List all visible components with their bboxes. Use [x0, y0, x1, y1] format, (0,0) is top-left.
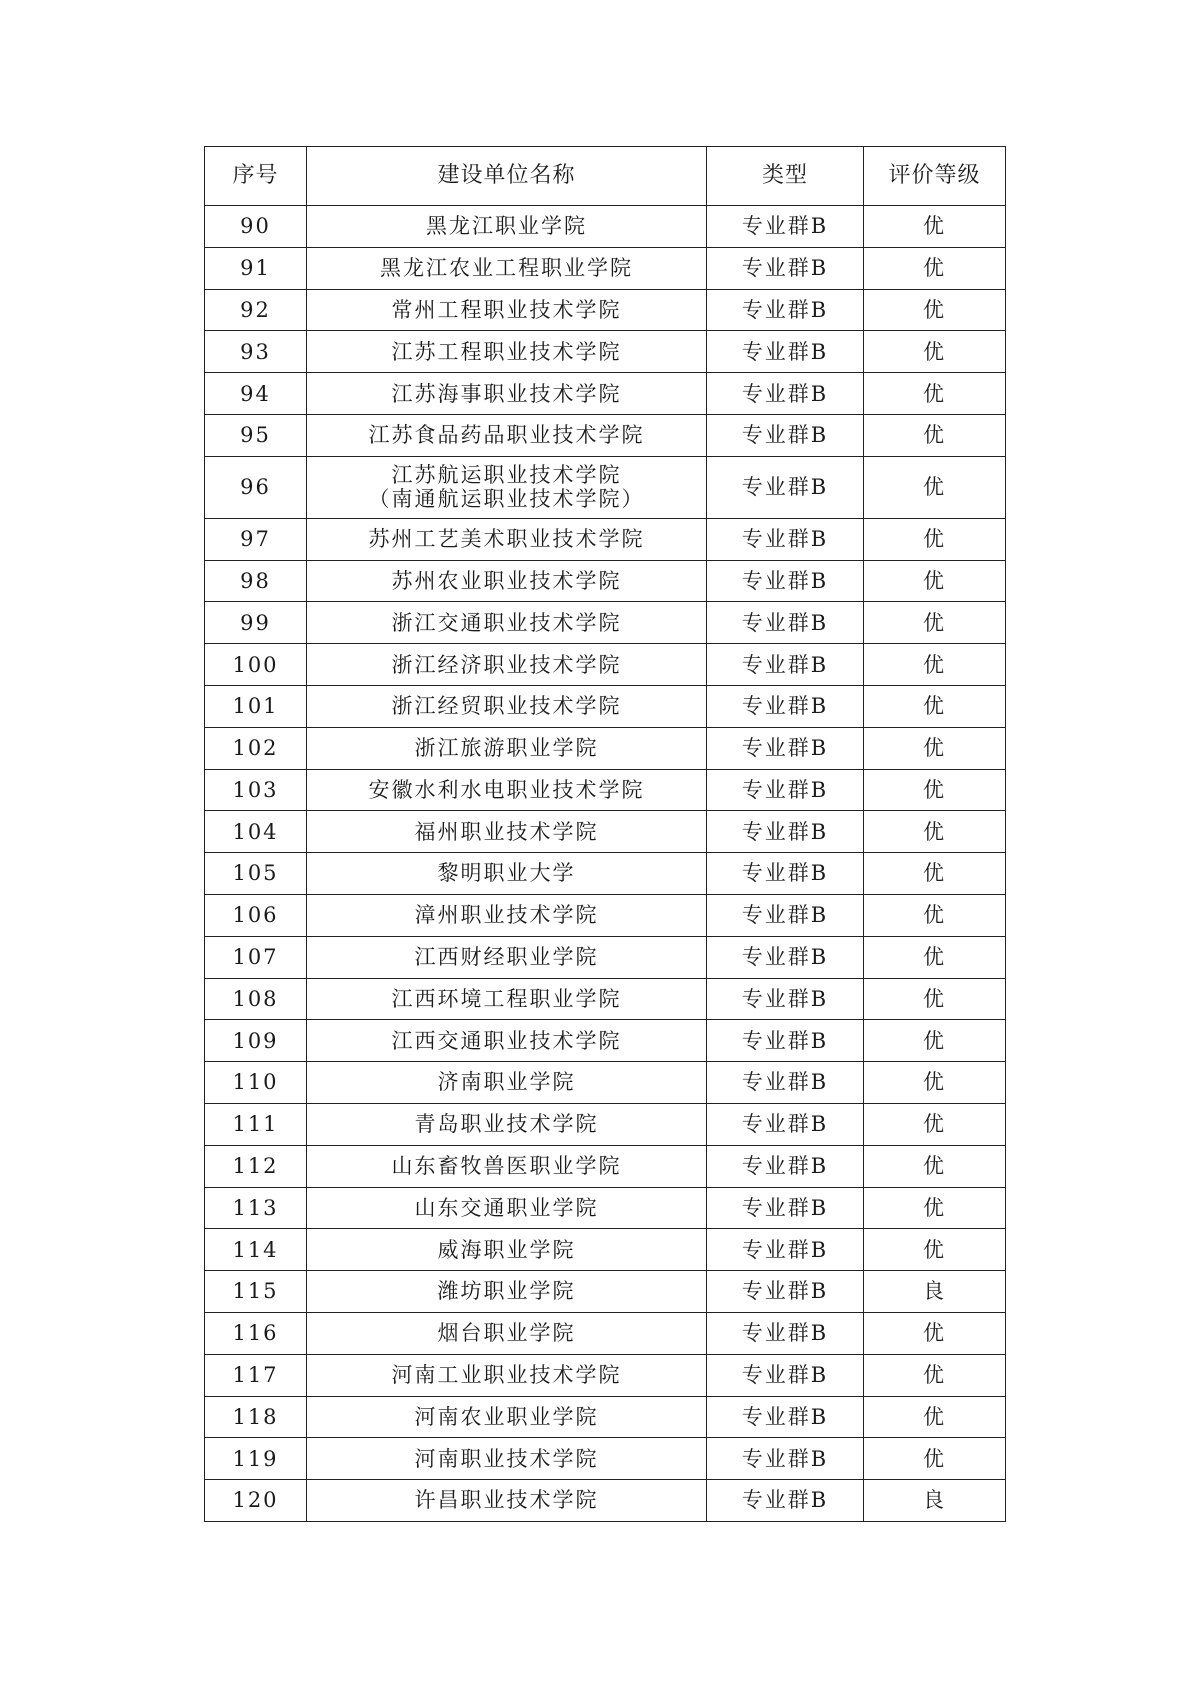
row-grade: 优 [864, 894, 1006, 936]
row-index: 96 [205, 456, 307, 518]
row-index: 108 [205, 978, 307, 1020]
unit-name-line: 济南职业学院 [437, 1070, 576, 1095]
row-index: 91 [205, 247, 307, 289]
unit-name-line: 江西交通职业技术学院 [391, 1028, 622, 1053]
table-row [205, 414, 1006, 456]
row-type: 专业群B [707, 853, 864, 895]
row-grade: 优 [864, 727, 1006, 769]
row-index: 106 [205, 894, 307, 936]
row-index: 92 [205, 289, 307, 331]
table-row [205, 602, 1006, 644]
row-type: 专业群B [707, 414, 864, 456]
row-index: 99 [205, 602, 307, 644]
row-type: 专业群B [707, 644, 864, 686]
row-type: 专业群B [707, 1187, 864, 1229]
row-type: 专业群B [707, 1145, 864, 1187]
unit-name-line: 江苏航运职业技术学院 [391, 463, 622, 488]
unit-name-line: 江西财经职业学院 [414, 945, 599, 970]
row-index: 120 [205, 1480, 307, 1522]
row-type: 专业群B [707, 1354, 864, 1396]
unit-name-line: 山东交通职业学院 [414, 1195, 599, 1220]
row-grade: 优 [864, 1020, 1006, 1062]
unit-name-line: 威海职业学院 [437, 1237, 576, 1262]
header-type: 类型 [707, 147, 864, 206]
row-index: 115 [205, 1271, 307, 1313]
row-grade: 优 [864, 769, 1006, 811]
row-unit-name [307, 978, 707, 1020]
row-unit-name [307, 373, 707, 415]
table-row [205, 769, 1006, 811]
row-type: 专业群B [707, 1062, 864, 1104]
row-grade: 优 [864, 1062, 1006, 1104]
table-row [205, 1103, 1006, 1145]
row-grade: 优 [864, 644, 1006, 686]
row-type: 专业群B [707, 1103, 864, 1145]
row-grade: 良 [864, 1480, 1006, 1522]
row-unit-name [307, 289, 707, 331]
unit-name-line: 青岛职业技术学院 [414, 1112, 599, 1137]
row-unit-name [307, 1438, 707, 1480]
row-grade: 优 [864, 685, 1006, 727]
row-index: 117 [205, 1354, 307, 1396]
row-index: 116 [205, 1312, 307, 1354]
table-row [205, 247, 1006, 289]
row-type: 专业群B [707, 518, 864, 560]
row-type: 专业群B [707, 560, 864, 602]
row-unit-name [307, 560, 707, 602]
unit-name-line: 漳州职业技术学院 [414, 903, 599, 928]
row-grade: 优 [864, 853, 1006, 895]
row-type: 专业群B [707, 727, 864, 769]
row-type: 专业群B [707, 1312, 864, 1354]
row-type: 专业群B [707, 206, 864, 248]
unit-name-line: 山东畜牧兽医职业学院 [391, 1154, 622, 1179]
row-index: 111 [205, 1103, 307, 1145]
row-index: 110 [205, 1062, 307, 1104]
row-type: 专业群B [707, 1271, 864, 1313]
row-grade: 优 [864, 1354, 1006, 1396]
row-index: 104 [205, 811, 307, 853]
table-row [205, 331, 1006, 373]
row-grade: 优 [864, 414, 1006, 456]
row-unit-name [307, 602, 707, 644]
unit-name-line: 江苏食品药品职业技术学院 [368, 423, 645, 448]
table-row [205, 978, 1006, 1020]
table-row [205, 1480, 1006, 1522]
row-grade: 优 [864, 560, 1006, 602]
row-unit-name [307, 518, 707, 560]
row-grade: 优 [864, 518, 1006, 560]
row-index: 90 [205, 206, 307, 248]
row-grade: 优 [864, 602, 1006, 644]
row-type: 专业群B [707, 1020, 864, 1062]
table-row [205, 456, 1006, 518]
table-row [205, 936, 1006, 978]
row-type: 专业群B [707, 769, 864, 811]
row-index: 100 [205, 644, 307, 686]
row-index: 118 [205, 1396, 307, 1438]
unit-name-line: 浙江经济职业技术学院 [391, 652, 622, 677]
row-unit-name [307, 1145, 707, 1187]
table-row [205, 1062, 1006, 1104]
row-index: 107 [205, 936, 307, 978]
row-index: 98 [205, 560, 307, 602]
row-unit-name [307, 1354, 707, 1396]
row-unit-name [307, 1229, 707, 1271]
row-grade: 优 [864, 1229, 1006, 1271]
unit-name-line: 江苏工程职业技术学院 [391, 339, 622, 364]
row-unit-name [307, 247, 707, 289]
header-unit-name: 建设单位名称 [307, 147, 707, 206]
evaluation-table [204, 146, 1006, 1522]
row-type: 专业群B [707, 247, 864, 289]
row-index: 95 [205, 414, 307, 456]
row-type: 专业群B [707, 685, 864, 727]
row-index: 97 [205, 518, 307, 560]
unit-name-line: 常州工程职业技术学院 [391, 297, 622, 322]
table-row [205, 1020, 1006, 1062]
unit-name-line: 河南农业职业学院 [414, 1404, 599, 1429]
table-row [205, 811, 1006, 853]
unit-name-line: 浙江交通职业技术学院 [391, 610, 622, 635]
row-type: 专业群B [707, 1438, 864, 1480]
table-row [205, 1396, 1006, 1438]
table-row [205, 853, 1006, 895]
row-unit-name [307, 894, 707, 936]
row-unit-name [307, 1103, 707, 1145]
row-grade: 优 [864, 289, 1006, 331]
unit-name-line: 河南职业技术学院 [414, 1446, 599, 1471]
row-grade: 优 [864, 1438, 1006, 1480]
row-unit-name [307, 1187, 707, 1229]
row-grade: 优 [864, 978, 1006, 1020]
row-grade: 优 [864, 811, 1006, 853]
table-row [205, 685, 1006, 727]
row-type: 专业群B [707, 456, 864, 518]
table-row [205, 727, 1006, 769]
row-grade: 优 [864, 373, 1006, 415]
row-index: 112 [205, 1145, 307, 1187]
row-unit-name [307, 414, 707, 456]
table-row [205, 894, 1006, 936]
row-grade: 优 [864, 1187, 1006, 1229]
unit-name-line: 黑龙江职业学院 [426, 214, 587, 239]
table-row [205, 1229, 1006, 1271]
row-unit-name [307, 1020, 707, 1062]
row-unit-name [307, 331, 707, 373]
unit-name-line: （南通航运职业技术学院） [368, 487, 645, 512]
row-unit-name [307, 853, 707, 895]
row-unit-name [307, 936, 707, 978]
table-row [205, 518, 1006, 560]
row-unit-name [307, 769, 707, 811]
unit-name-line: 许昌职业技术学院 [414, 1488, 599, 1513]
row-unit-name [307, 1271, 707, 1313]
row-grade: 优 [864, 247, 1006, 289]
unit-name-line: 潍坊职业学院 [437, 1279, 576, 1304]
table-row [205, 373, 1006, 415]
row-type: 专业群B [707, 331, 864, 373]
row-grade: 优 [864, 206, 1006, 248]
table-row [205, 1187, 1006, 1229]
table-row [205, 1145, 1006, 1187]
header-index: 序号 [205, 147, 307, 206]
row-unit-name [307, 456, 707, 518]
row-index: 114 [205, 1229, 307, 1271]
row-unit-name [307, 1062, 707, 1104]
unit-name-line: 苏州工艺美术职业技术学院 [368, 527, 645, 552]
row-type: 专业群B [707, 602, 864, 644]
unit-name-line: 黎明职业大学 [437, 861, 576, 886]
row-index: 113 [205, 1187, 307, 1229]
row-type: 专业群B [707, 811, 864, 853]
row-type: 专业群B [707, 978, 864, 1020]
unit-name-line: 浙江旅游职业学院 [414, 736, 599, 761]
row-grade: 优 [864, 331, 1006, 373]
table-row [205, 1354, 1006, 1396]
table-row [205, 1271, 1006, 1313]
unit-name-line: 烟台职业学院 [437, 1321, 576, 1346]
row-grade: 优 [864, 456, 1006, 518]
row-unit-name [307, 1312, 707, 1354]
unit-name-line: 福州职业技术学院 [414, 819, 599, 844]
header-grade: 评价等级 [864, 147, 1006, 206]
unit-name-line: 苏州农业职业技术学院 [391, 568, 622, 593]
row-type: 专业群B [707, 894, 864, 936]
table-row [205, 1438, 1006, 1480]
row-unit-name [307, 1480, 707, 1522]
unit-name-line: 安徽水利水电职业技术学院 [368, 777, 645, 802]
unit-name-line: 河南工业职业技术学院 [391, 1363, 622, 1388]
table-row [205, 560, 1006, 602]
row-grade: 良 [864, 1271, 1006, 1313]
table-row [205, 289, 1006, 331]
row-unit-name [307, 685, 707, 727]
row-unit-name [307, 206, 707, 248]
table-row [205, 206, 1006, 248]
unit-name-line: 浙江经贸职业技术学院 [391, 694, 622, 719]
row-type: 专业群B [707, 289, 864, 331]
row-type: 专业群B [707, 1396, 864, 1438]
row-grade: 优 [864, 1396, 1006, 1438]
row-type: 专业群B [707, 373, 864, 415]
row-unit-name [307, 644, 707, 686]
row-grade: 优 [864, 1103, 1006, 1145]
row-index: 101 [205, 685, 307, 727]
row-grade: 优 [864, 1145, 1006, 1187]
table-row [205, 1312, 1006, 1354]
unit-name-line: 江苏海事职业技术学院 [391, 381, 622, 406]
row-grade: 优 [864, 1312, 1006, 1354]
row-type: 专业群B [707, 1229, 864, 1271]
row-type: 专业群B [707, 936, 864, 978]
row-index: 109 [205, 1020, 307, 1062]
unit-name-line: 江西环境工程职业学院 [391, 986, 622, 1011]
row-index: 94 [205, 373, 307, 415]
row-grade: 优 [864, 936, 1006, 978]
row-type: 专业群B [707, 1480, 864, 1522]
row-index: 102 [205, 727, 307, 769]
row-index: 93 [205, 331, 307, 373]
table-body [205, 206, 1006, 1522]
row-unit-name [307, 727, 707, 769]
table-row [205, 644, 1006, 686]
unit-name-line: 黑龙江农业工程职业学院 [380, 256, 633, 281]
row-index: 119 [205, 1438, 307, 1480]
row-index: 105 [205, 853, 307, 895]
row-index: 103 [205, 769, 307, 811]
table-header-row [205, 147, 1006, 206]
row-unit-name [307, 811, 707, 853]
row-unit-name [307, 1396, 707, 1438]
